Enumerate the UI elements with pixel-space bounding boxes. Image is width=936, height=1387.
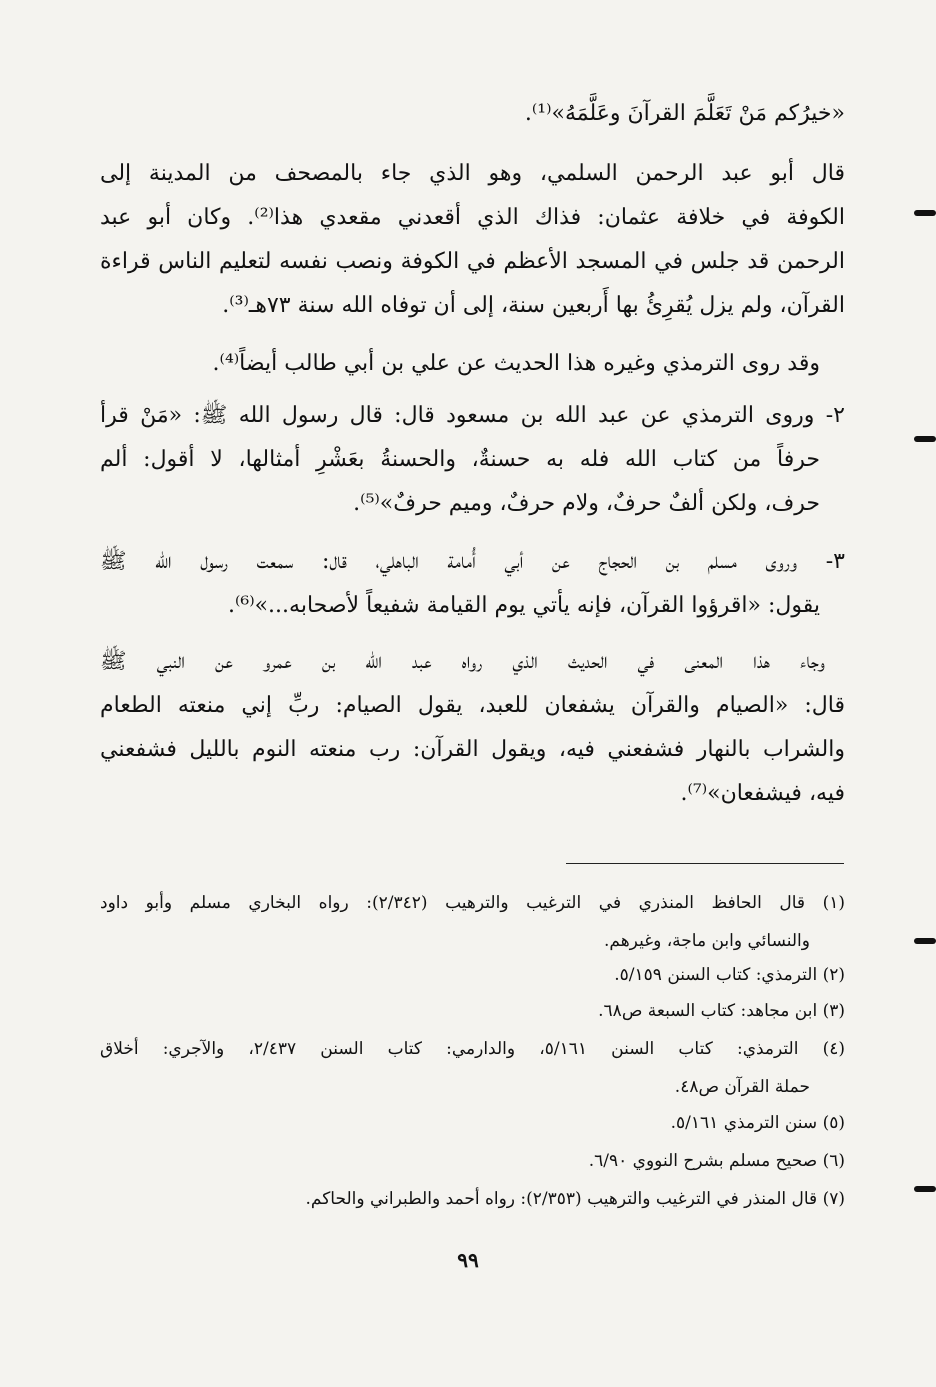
footnote-line: والنسائي وابن ماجة، وغيرهم. — [604, 931, 810, 951]
footnote-line: (٤) الترمذي: كتاب السنن ٥/١٦١، والدارمي: كتاب السنن ٢/٤٣٧، والآجري: أخلاق — [100, 1039, 845, 1059]
footnote-line: (٥) سنن الترمذي ٥/١٦١. — [670, 1113, 845, 1133]
paragraph-line: والشراب بالنهار فشفعني فيه، ويقول القرآن: رب منعته النوم بالليل فشفعني — [100, 737, 845, 762]
paragraph-line: وقد روى الترمذي وغيره هذا الحديث عن علي بن أبي طالب أيضاً⁽⁴⁾. — [212, 351, 820, 376]
paragraph-line: قال: «الصيام والقرآن يشفعان للعبد، يقول الصيام: ربِّ إني منعته الطعام — [100, 693, 845, 718]
hadith-quote-line: «خيرُكم مَنْ تَعَلَّمَ القرآنَ وعَلَّمَهُ»⁽¹⁾. — [524, 101, 845, 126]
paragraph-line: القرآن، ولم يزل يُقرِئُ بها أَربعين سنة، إلى أن توفاه الله سنة ٧٣هـ⁽³⁾. — [222, 293, 845, 318]
numbered-item-line: حرف، ولكن ألفٌ حرفٌ، ولام حرفٌ، وميم حرفٌ»⁽⁵⁾. — [353, 491, 820, 516]
numbered-item-line: ٢- وروى الترمذي عن عبد الله بن مسعود قال: قال رسول الله ﷺ: «مَنْ قرأ — [100, 403, 845, 428]
binding-mark — [914, 1186, 936, 1192]
footnote-line: (٦) صحيح مسلم بشرح النووي ٦/٩٠. — [588, 1151, 845, 1171]
footnote-separator — [566, 863, 844, 864]
footnote-line: حملة القرآن ص٤٨. — [674, 1077, 810, 1097]
page-number: ٩٩ — [457, 1248, 479, 1272]
binding-mark — [914, 210, 936, 216]
paragraph-line: فيه، فيشفعان»⁽⁷⁾. — [680, 781, 845, 806]
footnote-line: (١) قال الحافظ المنذري في الترغيب والترهيب (٢/٣٤٢): رواه البخاري مسلم وأبو داود — [100, 893, 845, 913]
numbered-item-line: يقول: «اقرؤوا القرآن، فإنه يأتي يوم القيامة شفيعاً لأصحابه...»⁽⁶⁾. — [227, 593, 820, 618]
paragraph-line: الرحمن قد جلس في المسجد الأعظم في الكوفة ونصب نفسه لتعليم الناس قراءة — [100, 249, 845, 274]
binding-mark — [914, 436, 936, 442]
binding-mark — [914, 938, 936, 944]
footnote-line: (٢) الترمذي: كتاب السنن ٥/١٥٩. — [614, 965, 845, 985]
paragraph-line: قال أبو عبد الرحمن السلمي، وهو الذي جاء بالمصحف من المدينة إلى — [100, 161, 845, 186]
footnote-line: (٣) ابن مجاهد: كتاب السبعة ص٦٨. — [598, 1001, 845, 1021]
numbered-item-line: ٣- وروى مسلم بن الحجاج عن أبي أُمامة الباهلي، قال: سمعت رسول الله ﷺ — [100, 549, 845, 574]
paragraph-line: الكوفة في خلافة عثمان: فذاك الذي أقعدني مقعدي هذا⁽²⁾. وكان أبو عبد — [100, 205, 845, 230]
footnote-line: (٧) قال المنذر في الترغيب والترهيب (٢/٣٥٣): رواه أحمد والطبراني والحاكم. — [305, 1189, 845, 1209]
numbered-item-line: حرفاً من كتاب الله فله به حسنةٌ، والحسنةُ بعَشْرِ أمثالها، لا أقول: ألم — [100, 447, 820, 472]
paragraph-line: وجاء هذا المعنى في الحديث الذي رواه عبد الله بن عمرو عن النبي ﷺ — [100, 649, 825, 674]
